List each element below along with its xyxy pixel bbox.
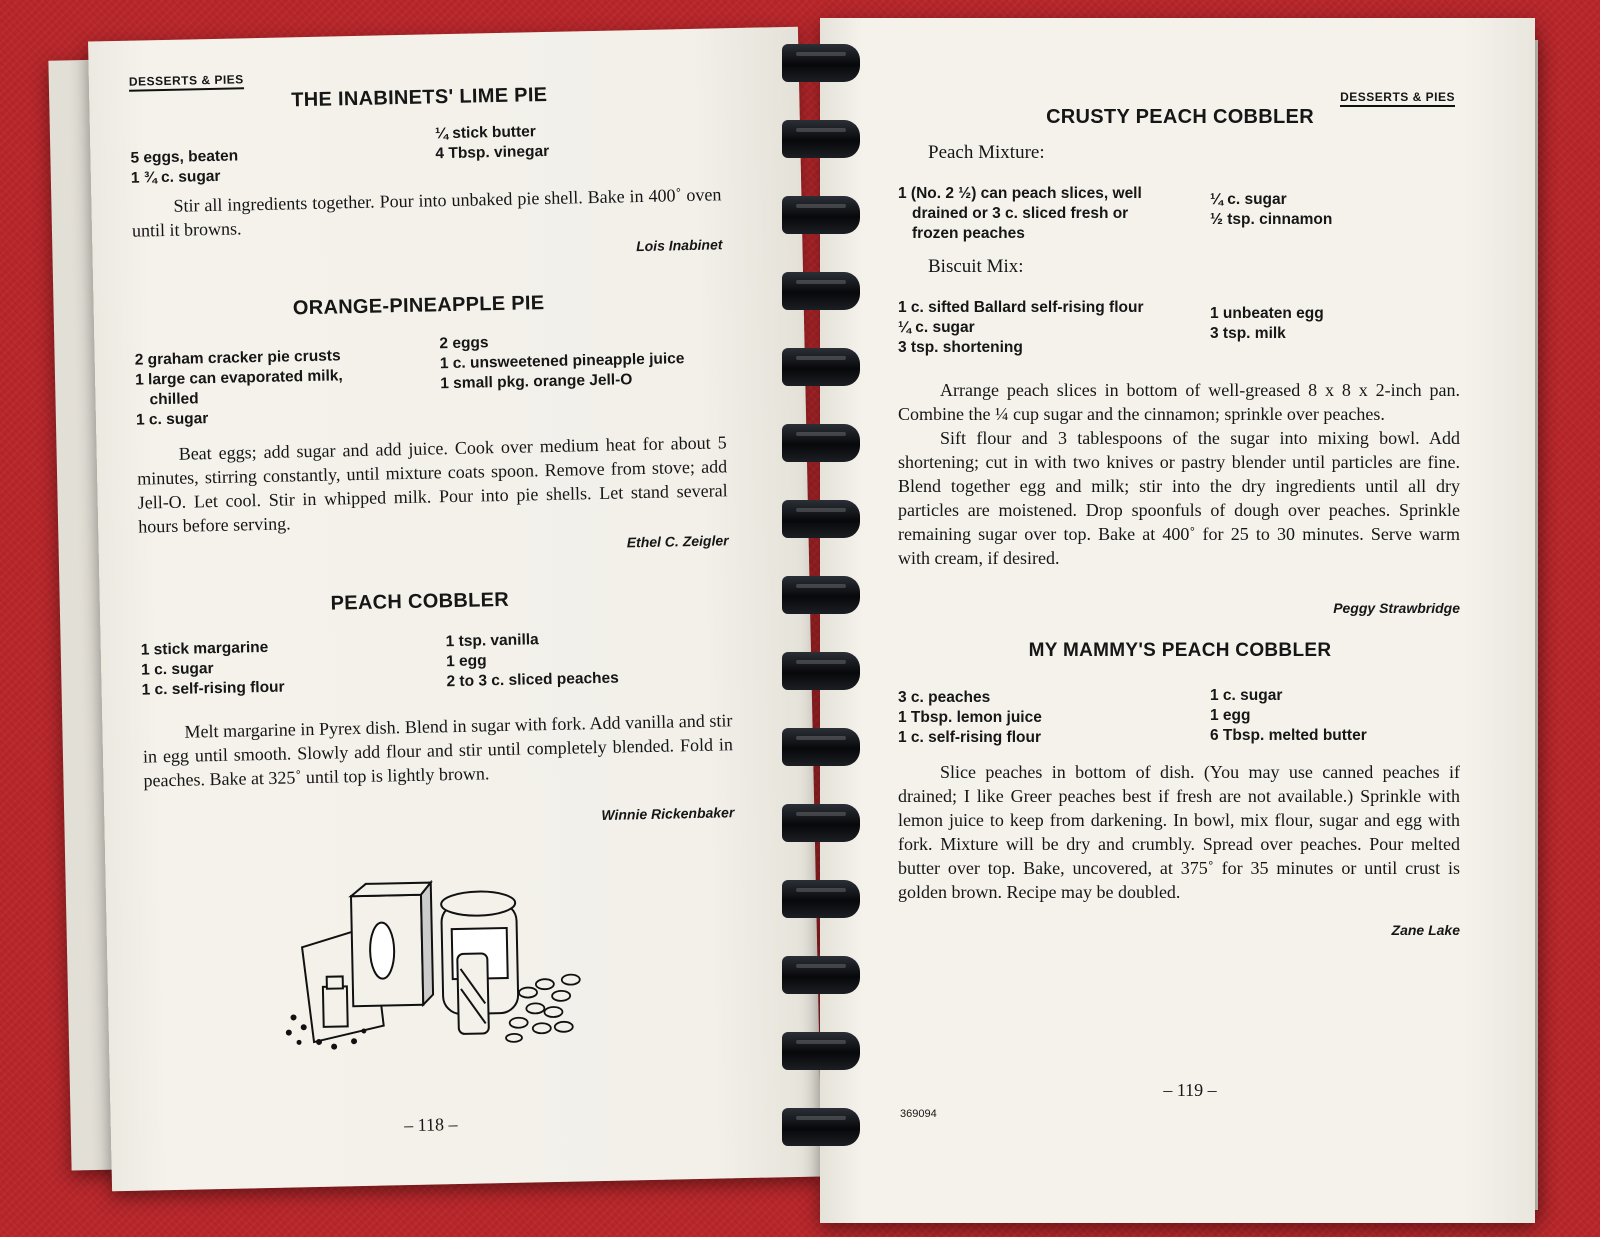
recipe-instructions xyxy=(131,182,722,242)
ingredients-col-2 xyxy=(1210,190,1332,230)
ingredient: 1 egg xyxy=(1210,707,1251,724)
binding-coil xyxy=(782,424,860,462)
section-header: DESSERTS & PIES xyxy=(129,72,244,91)
recipe-title: PEACH COBBLER xyxy=(330,588,510,615)
ingredient: 2 graham cracker pie crusts xyxy=(134,347,341,369)
baking-ingredients-illustration xyxy=(271,871,585,1057)
binding-coil xyxy=(782,880,860,918)
ingredient: 1 c. self-rising flour xyxy=(141,678,285,699)
recipe-instructions xyxy=(898,760,1460,904)
binding-coil xyxy=(782,728,860,766)
ingredient: 4 Tbsp. vinegar xyxy=(435,142,550,163)
instruction-paragraph: Beat eggs; add sugar and add juice. Cook over medium heat for about 5 minutes, stirring constantly, until mixture coats spoon. Remove from stove; add Jell-O. Let cool. Stir in whipped milk. Pour into pie shells. Let stand several hours before serving. xyxy=(136,432,728,537)
recipe-author: Lois Inabinet xyxy=(635,236,723,255)
ingredient: 1 small pkg. orange Jell-O xyxy=(440,371,633,393)
ingredient: 1 c. sugar xyxy=(141,660,214,679)
binding-coil xyxy=(782,500,860,538)
binding-coil xyxy=(782,652,860,690)
ingredient: frozen peaches xyxy=(912,225,1025,242)
left-page xyxy=(88,27,822,1192)
binding-coil xyxy=(782,44,860,82)
ingredient: ½ tsp. cinnamon xyxy=(1210,211,1333,228)
ingredient: 1 Tbsp. lemon juice xyxy=(898,709,1042,726)
ingredient: 1 large can evaporated milk, xyxy=(134,367,343,389)
ingredient: 1 c. sugar xyxy=(1210,687,1283,704)
recipe-author: Ethel C. Zeigler xyxy=(626,532,729,551)
recipe-title: ORANGE-PINEAPPLE PIE xyxy=(292,292,545,320)
ingredient: 1 (No. 2 ½) can peach slices, well xyxy=(898,185,1142,202)
ingredient: 1 c. sifted Ballard self-rising flour xyxy=(898,299,1144,316)
ingredient: 3 c. peaches xyxy=(898,689,991,706)
ingredients-col-3 xyxy=(898,298,1143,358)
recipe-author: Winnie Rickenbaker xyxy=(601,804,735,823)
binding-coil xyxy=(782,956,860,994)
page-number: – 118 – xyxy=(403,1114,458,1136)
right-page xyxy=(820,18,1535,1223)
ingredient: 1 unbeaten egg xyxy=(1210,305,1324,322)
ingredient: 3 tsp. milk xyxy=(1210,325,1286,342)
binding-coil xyxy=(782,348,860,386)
ingredient: ¼ c. sugar xyxy=(898,319,975,336)
recipe-title: THE INABINETS' LIME PIE xyxy=(291,83,548,112)
ingredient: 1 tsp. vanilla xyxy=(445,631,539,651)
ingredients-col-2 xyxy=(439,329,685,394)
ingredients-col-2 xyxy=(435,122,550,164)
ingredient: 1 c. self-rising flour xyxy=(898,729,1041,746)
recipe-author: Zane Lake xyxy=(1391,922,1460,938)
ingredient: 2 eggs xyxy=(439,334,489,353)
ingredients-col-1 xyxy=(135,346,344,430)
ingredients-col-2 xyxy=(1210,686,1367,746)
ingredient: 1 stick margarine xyxy=(140,638,269,659)
binding-coil xyxy=(782,576,860,614)
recipe-subheading: Peach Mixture: xyxy=(928,142,1045,163)
ingredients-col-4 xyxy=(1210,304,1324,344)
instruction-paragraph: Slice peaches in bottom of dish. (You may use canned peaches if drained; I like Greer peaches best if fresh are not available.) Sprinkle with lemon juice to keep from darkening. In bowl, mix flour, sugar and egg with fork. Mixture will be dry and crumbly. Spread over peaches. Pour melted butter over top. Bake, uncovered, at 375˚ for 35 minutes or until crust is golden brown. Recipe may be doubled. xyxy=(898,762,1460,902)
ingredient: 2 to 3 c. sliced peaches xyxy=(446,669,619,691)
ingredients-col-1 xyxy=(130,146,239,188)
ingredient: chilled xyxy=(149,390,199,409)
page-number: – 119 – xyxy=(1163,1080,1217,1100)
ingredients-col-1 xyxy=(141,638,285,701)
print-code: 369094 xyxy=(900,1108,937,1120)
ingredients-col-1 xyxy=(898,184,1142,244)
ingredient: 1 c. sugar xyxy=(135,410,209,429)
recipe-subheading: Biscuit Mix: xyxy=(928,256,1024,277)
ingredient: 6 Tbsp. melted butter xyxy=(1210,727,1367,744)
binding-coil xyxy=(782,196,860,234)
ingredients-col-1 xyxy=(898,688,1042,748)
recipe-title: CRUSTY PEACH COBBLER xyxy=(1046,106,1314,128)
ingredients-col-2 xyxy=(445,629,619,693)
recipe-instructions xyxy=(898,378,1460,570)
instruction-paragraph: Stir all ingredients together. Pour into unbaked pie shell. Bake in 400˚ oven until it browns. xyxy=(131,184,722,241)
ingredient: 5 eggs, beaten xyxy=(130,147,239,167)
ingredient: ¼ c. sugar xyxy=(1210,191,1287,208)
recipe-author: Peggy Strawbridge xyxy=(1333,600,1460,616)
instruction-paragraph: Melt margarine in Pyrex dish. Blend in sugar with fork. Add vanilla and stir in egg until smooth. Slowly add flour and stir until completely blended. Fold in peaches. Bake at 325˚ until top is lightly brown. xyxy=(142,710,734,791)
ingredient: drained or 3 c. sliced fresh or xyxy=(912,205,1129,222)
binding-coil xyxy=(782,120,860,158)
binding-coil xyxy=(782,1032,860,1070)
binding-coil xyxy=(782,272,860,310)
binding-coil xyxy=(782,804,860,842)
ingredient: 3 tsp. shortening xyxy=(898,339,1023,356)
section-header: DESSERTS & PIES xyxy=(1340,90,1455,107)
instruction-paragraph: Sift flour and 3 tablespoons of the sugar into mixing bowl. Add shortening; cut in with two knives or pastry blender until particles are fine. Blend together egg and milk; stir into the dry ingredients until all dry particles are moistened. Drop spoonfuls of dough over peaches. Sprinkle remaining sugar over top. Bake at 400˚ for 25 to 30 minutes. Serve warm with cream, if desired. xyxy=(898,428,1460,568)
binding-coil xyxy=(782,1108,860,1146)
recipe-title: MY MAMMY'S PEACH COBBLER xyxy=(1028,640,1332,661)
ingredient: 1 c. unsweetened pineapple juice xyxy=(439,350,685,373)
ingredient: ¼ stick butter xyxy=(434,123,536,143)
ingredient: 1 egg xyxy=(445,652,487,671)
instruction-paragraph: Arrange peach slices in bottom of well-greased 8 x 8 x 2-inch pan. Combine the ¼ cup sugar and the cinnamon; sprinkle over peaches. xyxy=(898,380,1460,424)
recipe-instructions xyxy=(136,430,728,538)
ingredient: 1 ¾ c. sugar xyxy=(130,167,221,187)
recipe-instructions xyxy=(142,708,733,792)
